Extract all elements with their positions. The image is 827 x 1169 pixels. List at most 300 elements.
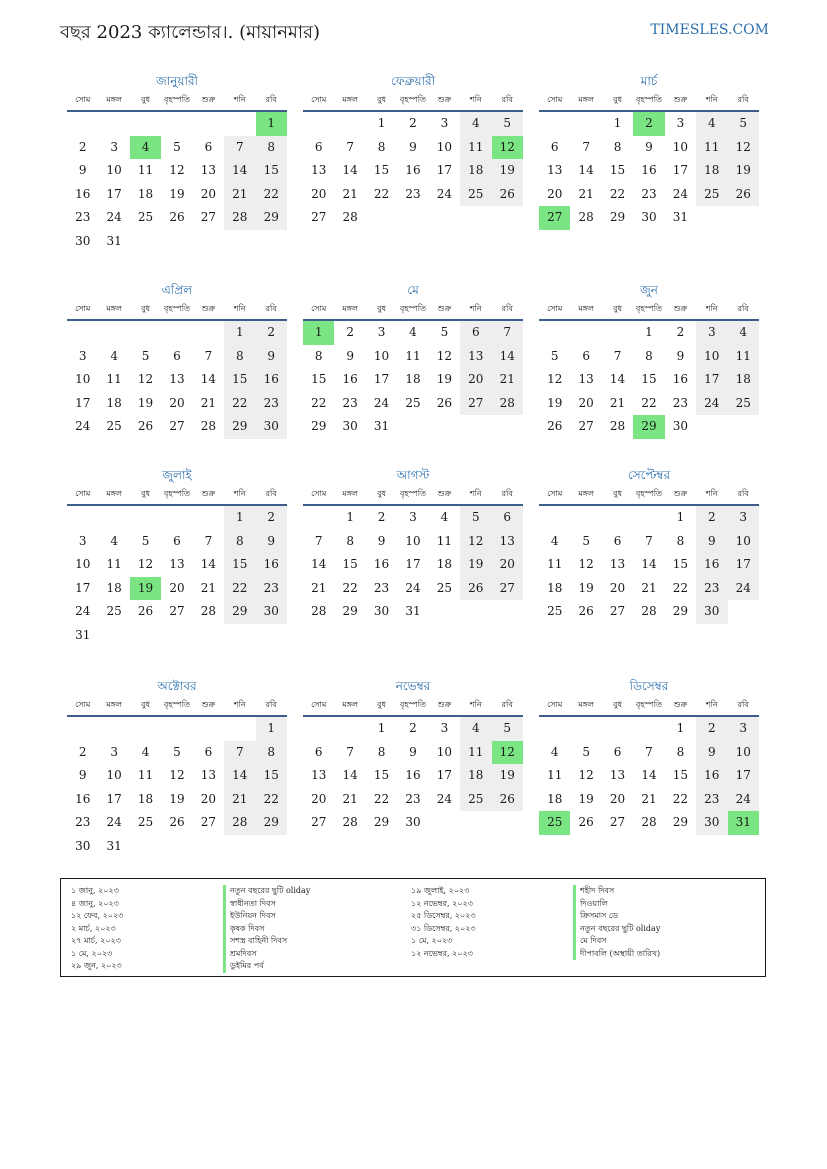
day-cell[interactable]: 17 [436, 768, 453, 782]
day-cell[interactable]: 12 [460, 530, 491, 554]
day-cell[interactable]: 26 [578, 815, 594, 829]
day-cell[interactable]: 11 [137, 163, 154, 177]
day-cell[interactable]: 20 [547, 186, 563, 201]
day-cell[interactable]: 23 [405, 791, 421, 806]
day-cell[interactable]: 22 [224, 392, 255, 416]
day-cell[interactable]: 18 [547, 791, 563, 806]
day-cell[interactable]: 1 [346, 510, 354, 524]
day-cell[interactable]: 26 [169, 815, 185, 829]
day-cell[interactable]: 14 [224, 159, 255, 183]
day-cell[interactable]: 12 [578, 557, 594, 571]
day-cell[interactable]: 4 [550, 744, 559, 759]
day-cell[interactable]: 17 [728, 553, 759, 577]
day-cell[interactable]: 9 [409, 744, 417, 759]
day-cell[interactable]: 5 [728, 112, 759, 136]
day-cell[interactable]: 18 [436, 557, 453, 571]
day-cell[interactable]: 1 [645, 325, 653, 339]
day-cell[interactable]: 16 [342, 372, 358, 386]
day-cell[interactable]: 18 [460, 159, 491, 183]
day-cell[interactable]: 25 [106, 419, 122, 433]
day-cell[interactable]: 27 [492, 577, 523, 601]
day-cell[interactable]: 12 [547, 372, 563, 386]
day-cell[interactable]: 24 [436, 186, 453, 201]
day-cell[interactable]: 9 [346, 348, 354, 363]
day-cell[interactable]: 13 [547, 163, 563, 177]
day-cell[interactable]: 17 [405, 557, 421, 571]
day-cell[interactable]: 21 [492, 368, 523, 392]
day-cell[interactable]: 8 [377, 744, 386, 759]
day-cell[interactable]: 26 [492, 183, 523, 207]
day-cell[interactable]: 24 [696, 392, 727, 416]
day-cell[interactable]: 20 [578, 395, 594, 410]
day-cell[interactable]: 15 [672, 557, 689, 571]
day-cell[interactable]: 24 [75, 419, 91, 433]
day-cell[interactable]: 20 [311, 186, 327, 201]
day-cell[interactable]: 10 [373, 348, 390, 363]
day-cell[interactable]: 22 [672, 791, 689, 806]
day-cell[interactable]: 11 [460, 136, 491, 160]
day-cell[interactable]: 1 [676, 510, 685, 524]
day-cell[interactable]: 7 [645, 744, 653, 759]
day-cell[interactable]: 27 [539, 206, 570, 230]
day-cell[interactable]: 3 [728, 717, 759, 741]
day-cell[interactable]: 21 [224, 788, 255, 812]
day-cell[interactable]: 30 [256, 415, 287, 439]
day-cell[interactable]: 3 [409, 510, 417, 524]
day-cell[interactable]: 10 [106, 163, 122, 177]
day-cell[interactable]: 6 [492, 506, 523, 530]
day-cell[interactable]: 9 [676, 348, 685, 363]
day-cell[interactable]: 17 [373, 372, 390, 386]
day-cell[interactable]: 6 [613, 744, 622, 759]
day-cell[interactable]: 6 [314, 139, 323, 154]
day-cell[interactable]: 24 [373, 395, 390, 410]
day-cell[interactable]: 28 [311, 604, 327, 618]
day-cell[interactable]: 8 [256, 741, 287, 765]
day-cell[interactable]: 21 [200, 580, 217, 595]
day-cell[interactable]: 10 [405, 533, 421, 548]
day-cell[interactable]: 20 [169, 580, 185, 595]
day-cell[interactable]: 8 [645, 348, 653, 363]
day-cell[interactable]: 10 [728, 741, 759, 765]
day-cell[interactable]: 8 [224, 530, 255, 554]
day-cell[interactable]: 22 [342, 580, 358, 595]
day-cell[interactable]: 20 [609, 791, 626, 806]
day-cell[interactable]: 5 [492, 112, 523, 136]
day-cell[interactable]: 16 [75, 186, 91, 201]
day-cell[interactable]: 7 [492, 321, 523, 345]
day-cell[interactable]: 29 [224, 600, 255, 624]
day-cell[interactable]: 8 [377, 139, 386, 154]
day-cell[interactable]: 6 [460, 321, 491, 345]
day-cell[interactable]: 6 [314, 744, 323, 759]
day-cell[interactable]: 28 [342, 210, 358, 224]
day-cell[interactable]: 10 [696, 345, 727, 369]
day-cell[interactable]: 5 [550, 348, 559, 363]
day-cell[interactable]: 30 [672, 419, 689, 433]
day-cell[interactable]: 25 [137, 210, 154, 224]
day-cell[interactable]: 28 [224, 811, 255, 835]
day-cell[interactable]: 11 [436, 533, 453, 548]
day-cell[interactable]: 17 [75, 395, 91, 410]
day-cell[interactable]: 11 [106, 372, 122, 386]
day-cell[interactable]: 9 [256, 530, 287, 554]
day-cell[interactable]: 3 [110, 744, 118, 759]
day-cell[interactable]: 26 [460, 577, 491, 601]
day-cell[interactable]: 21 [311, 580, 327, 595]
day-cell[interactable]: 31 [106, 838, 122, 853]
day-cell[interactable]: 14 [609, 372, 626, 386]
day-cell[interactable]: 1 [303, 321, 334, 345]
day-cell[interactable]: 30 [256, 600, 287, 624]
day-cell[interactable]: 12 [436, 348, 453, 363]
day-cell[interactable]: 13 [578, 372, 594, 386]
day-cell[interactable]: 22 [256, 788, 287, 812]
day-cell[interactable]: 24 [672, 186, 689, 201]
day-cell[interactable]: 26 [492, 788, 523, 812]
day-cell[interactable]: 15 [672, 768, 689, 782]
day-cell[interactable]: 24 [405, 580, 421, 595]
day-cell[interactable]: 26 [169, 210, 185, 224]
day-cell[interactable]: 27 [169, 604, 185, 618]
day-cell[interactable]: 13 [609, 768, 626, 782]
day-cell[interactable]: 18 [106, 395, 122, 410]
day-cell[interactable]: 4 [550, 533, 559, 548]
day-cell[interactable]: 24 [436, 791, 453, 806]
day-cell[interactable]: 11 [696, 136, 727, 160]
day-cell[interactable]: 15 [311, 372, 327, 386]
day-cell[interactable]: 23 [75, 210, 91, 224]
day-cell[interactable]: 2 [696, 506, 727, 530]
day-cell[interactable]: 20 [311, 791, 327, 806]
day-cell[interactable]: 14 [342, 768, 358, 782]
day-cell[interactable]: 16 [256, 553, 287, 577]
day-cell[interactable]: 8 [613, 139, 622, 154]
day-cell[interactable]: 19 [578, 791, 594, 806]
day-cell[interactable]: 2 [696, 717, 727, 741]
day-cell[interactable]: 30 [641, 210, 657, 224]
day-cell[interactable]: 29 [609, 210, 626, 224]
day-cell[interactable]: 1 [224, 506, 255, 530]
day-cell[interactable]: 26 [728, 183, 759, 207]
day-cell[interactable]: 2 [676, 325, 685, 339]
day-cell[interactable]: 27 [169, 419, 185, 433]
day-cell[interactable]: 24 [106, 815, 122, 829]
day-cell[interactable]: 10 [436, 139, 453, 154]
day-cell[interactable]: 10 [106, 768, 122, 782]
day-cell[interactable]: 16 [256, 368, 287, 392]
day-cell[interactable]: 12 [492, 136, 523, 160]
day-cell[interactable]: 7 [204, 348, 213, 363]
day-cell[interactable]: 12 [169, 163, 185, 177]
day-cell[interactable]: 11 [405, 348, 421, 363]
day-cell[interactable]: 13 [609, 557, 626, 571]
day-cell[interactable]: 14 [641, 557, 657, 571]
day-cell[interactable]: 4 [409, 325, 417, 339]
day-cell[interactable]: 15 [373, 163, 390, 177]
day-cell[interactable]: 5 [141, 533, 150, 548]
day-cell[interactable]: 11 [106, 557, 122, 571]
day-cell[interactable]: 2 [346, 325, 354, 339]
day-cell[interactable]: 12 [137, 557, 154, 571]
day-cell[interactable]: 17 [728, 764, 759, 788]
day-cell[interactable]: 29 [672, 604, 689, 618]
day-cell[interactable]: 5 [440, 325, 449, 339]
day-cell[interactable]: 30 [342, 419, 358, 433]
day-cell[interactable]: 3 [110, 139, 118, 154]
day-cell[interactable]: 21 [641, 580, 657, 595]
day-cell[interactable]: 13 [200, 163, 217, 177]
day-cell[interactable]: 18 [405, 372, 421, 386]
day-cell[interactable]: 31 [728, 811, 759, 835]
day-cell[interactable]: 4 [440, 510, 449, 524]
day-cell[interactable]: 7 [224, 741, 255, 765]
day-cell[interactable]: 7 [645, 533, 653, 548]
day-cell[interactable]: 31 [672, 210, 689, 224]
day-cell[interactable]: 24 [728, 577, 759, 601]
day-cell[interactable]: 28 [578, 210, 594, 224]
day-cell[interactable]: 23 [256, 392, 287, 416]
site-link[interactable]: TIMESLES.COM [650, 22, 769, 38]
day-cell[interactable]: 7 [224, 136, 255, 160]
day-cell[interactable]: 25 [539, 811, 570, 835]
day-cell[interactable]: 4 [696, 112, 727, 136]
day-cell[interactable]: 27 [311, 815, 327, 829]
day-cell[interactable]: 24 [728, 788, 759, 812]
day-cell[interactable]: 12 [578, 768, 594, 782]
day-cell[interactable]: 7 [204, 533, 213, 548]
day-cell[interactable]: 4 [460, 112, 491, 136]
day-cell[interactable]: 14 [578, 163, 594, 177]
day-cell[interactable]: 6 [613, 533, 622, 548]
day-cell[interactable]: 5 [173, 139, 181, 154]
day-cell[interactable]: 9 [78, 163, 87, 177]
day-cell[interactable]: 4 [110, 533, 118, 548]
day-cell[interactable]: 20 [200, 186, 217, 201]
day-cell[interactable]: 25 [728, 392, 759, 416]
day-cell[interactable]: 2 [256, 506, 287, 530]
day-cell[interactable]: 20 [200, 791, 217, 806]
day-cell[interactable]: 31 [75, 627, 91, 642]
day-cell[interactable]: 20 [609, 580, 626, 595]
day-cell[interactable]: 7 [582, 139, 590, 154]
day-cell[interactable]: 18 [728, 368, 759, 392]
day-cell[interactable]: 25 [460, 183, 491, 207]
day-cell[interactable]: 2 [78, 744, 87, 759]
day-cell[interactable]: 23 [373, 580, 390, 595]
day-cell[interactable]: 27 [609, 815, 626, 829]
day-cell[interactable]: 22 [672, 580, 689, 595]
day-cell[interactable]: 31 [373, 419, 390, 433]
day-cell[interactable]: 11 [547, 768, 563, 782]
day-cell[interactable]: 3 [78, 533, 87, 548]
day-cell[interactable]: 4 [130, 136, 161, 160]
day-cell[interactable]: 19 [169, 186, 185, 201]
day-cell[interactable]: 16 [696, 764, 727, 788]
day-cell[interactable]: 8 [256, 136, 287, 160]
day-cell[interactable]: 11 [728, 345, 759, 369]
day-cell[interactable]: 14 [492, 345, 523, 369]
day-cell[interactable]: 13 [460, 345, 491, 369]
day-cell[interactable]: 16 [75, 791, 91, 806]
day-cell[interactable]: 14 [224, 764, 255, 788]
day-cell[interactable]: 27 [578, 419, 594, 433]
day-cell[interactable]: 17 [672, 163, 689, 177]
day-cell[interactable]: 11 [547, 557, 563, 571]
day-cell[interactable]: 8 [346, 533, 354, 548]
day-cell[interactable]: 10 [75, 557, 91, 571]
day-cell[interactable]: 4 [728, 321, 759, 345]
day-cell[interactable]: 10 [75, 372, 91, 386]
day-cell[interactable]: 10 [728, 530, 759, 554]
day-cell[interactable]: 25 [137, 815, 154, 829]
day-cell[interactable]: 5 [173, 744, 181, 759]
day-cell[interactable]: 22 [256, 183, 287, 207]
day-cell[interactable]: 28 [200, 419, 217, 433]
day-cell[interactable]: 3 [728, 506, 759, 530]
day-cell[interactable]: 28 [492, 392, 523, 416]
day-cell[interactable]: 25 [106, 604, 122, 618]
day-cell[interactable]: 9 [377, 533, 386, 548]
day-cell[interactable]: 22 [311, 395, 327, 410]
day-cell[interactable]: 3 [440, 116, 449, 130]
day-cell[interactable]: 30 [405, 815, 421, 829]
day-cell[interactable]: 9 [696, 741, 727, 765]
day-cell[interactable]: 28 [342, 815, 358, 829]
day-cell[interactable]: 12 [492, 741, 523, 765]
day-cell[interactable]: 13 [169, 372, 185, 386]
day-cell[interactable]: 18 [547, 580, 563, 595]
day-cell[interactable]: 27 [609, 604, 626, 618]
day-cell[interactable]: 2 [409, 116, 417, 130]
day-cell[interactable]: 8 [314, 348, 323, 363]
day-cell[interactable]: 29 [311, 419, 327, 433]
day-cell[interactable]: 16 [641, 163, 657, 177]
day-cell[interactable]: 6 [204, 744, 213, 759]
day-cell[interactable]: 21 [641, 791, 657, 806]
day-cell[interactable]: 13 [311, 163, 327, 177]
day-cell[interactable]: 7 [346, 139, 354, 154]
day-cell[interactable]: 15 [641, 372, 657, 386]
day-cell[interactable]: 18 [106, 580, 122, 595]
day-cell[interactable]: 21 [200, 395, 217, 410]
day-cell[interactable]: 29 [224, 415, 255, 439]
day-cell[interactable]: 1 [613, 116, 622, 130]
day-cell[interactable]: 30 [373, 604, 390, 618]
day-cell[interactable]: 2 [256, 321, 287, 345]
day-cell[interactable]: 6 [204, 139, 213, 154]
day-cell[interactable]: 18 [137, 186, 154, 201]
day-cell[interactable]: 21 [578, 186, 594, 201]
day-cell[interactable]: 19 [137, 395, 154, 410]
day-cell[interactable]: 1 [377, 116, 386, 130]
day-cell[interactable]: 30 [75, 838, 91, 853]
day-cell[interactable]: 8 [676, 744, 685, 759]
day-cell[interactable]: 17 [436, 163, 453, 177]
day-cell[interactable]: 15 [224, 553, 255, 577]
day-cell[interactable]: 15 [609, 163, 626, 177]
day-cell[interactable]: 23 [696, 788, 727, 812]
day-cell[interactable]: 28 [641, 604, 657, 618]
day-cell[interactable]: 22 [373, 791, 390, 806]
day-cell[interactable]: 13 [492, 530, 523, 554]
day-cell[interactable]: 22 [224, 577, 255, 601]
day-cell[interactable]: 3 [440, 721, 449, 735]
day-cell[interactable]: 19 [578, 580, 594, 595]
day-cell[interactable]: 1 [377, 721, 386, 735]
day-cell[interactable]: 17 [106, 186, 122, 201]
day-cell[interactable]: 13 [311, 768, 327, 782]
day-cell[interactable]: 23 [342, 395, 358, 410]
day-cell[interactable]: 8 [676, 533, 685, 548]
day-cell[interactable]: 6 [173, 533, 181, 548]
day-cell[interactable]: 5 [141, 348, 150, 363]
day-cell[interactable]: 15 [342, 557, 358, 571]
day-cell[interactable]: 7 [346, 744, 354, 759]
day-cell[interactable]: 14 [200, 557, 217, 571]
day-cell[interactable]: 19 [728, 159, 759, 183]
day-cell[interactable]: 25 [696, 183, 727, 207]
day-cell[interactable]: 29 [256, 811, 287, 835]
day-cell[interactable]: 31 [106, 233, 122, 248]
day-cell[interactable]: 28 [609, 419, 626, 433]
day-cell[interactable]: 26 [137, 604, 154, 618]
day-cell[interactable]: 29 [256, 206, 287, 230]
day-cell[interactable]: 23 [641, 186, 657, 201]
day-cell[interactable]: 19 [436, 372, 453, 386]
day-cell[interactable]: 7 [314, 533, 323, 548]
day-cell[interactable]: 2 [409, 721, 417, 735]
day-cell[interactable]: 28 [224, 206, 255, 230]
day-cell[interactable]: 16 [696, 553, 727, 577]
day-cell[interactable]: 19 [169, 791, 185, 806]
day-cell[interactable]: 27 [200, 210, 217, 224]
day-cell[interactable]: 20 [460, 368, 491, 392]
day-cell[interactable]: 9 [256, 345, 287, 369]
day-cell[interactable]: 29 [633, 415, 664, 439]
day-cell[interactable]: 1 [256, 112, 287, 136]
day-cell[interactable]: 5 [460, 506, 491, 530]
day-cell[interactable]: 31 [405, 604, 421, 618]
day-cell[interactable]: 18 [137, 791, 154, 806]
day-cell[interactable]: 22 [641, 395, 657, 410]
day-cell[interactable]: 18 [696, 159, 727, 183]
day-cell[interactable]: 1 [224, 321, 255, 345]
day-cell[interactable]: 13 [169, 557, 185, 571]
day-cell[interactable]: 30 [696, 811, 727, 835]
day-cell[interactable]: 13 [200, 768, 217, 782]
day-cell[interactable]: 3 [377, 325, 386, 339]
day-cell[interactable]: 14 [311, 557, 327, 571]
day-cell[interactable]: 3 [78, 348, 87, 363]
day-cell[interactable]: 26 [436, 395, 453, 410]
day-cell[interactable]: 9 [696, 530, 727, 554]
day-cell[interactable]: 21 [342, 791, 358, 806]
day-cell[interactable]: 23 [256, 577, 287, 601]
day-cell[interactable]: 2 [633, 112, 664, 136]
day-cell[interactable]: 2 [78, 139, 87, 154]
day-cell[interactable]: 5 [582, 533, 590, 548]
day-cell[interactable]: 12 [137, 372, 154, 386]
day-cell[interactable]: 5 [492, 717, 523, 741]
day-cell[interactable]: 19 [130, 577, 161, 601]
day-cell[interactable]: 15 [256, 764, 287, 788]
day-cell[interactable]: 23 [405, 186, 421, 201]
day-cell[interactable]: 9 [78, 768, 87, 782]
day-cell[interactable]: 3 [696, 321, 727, 345]
day-cell[interactable]: 24 [106, 210, 122, 224]
day-cell[interactable]: 30 [696, 600, 727, 624]
